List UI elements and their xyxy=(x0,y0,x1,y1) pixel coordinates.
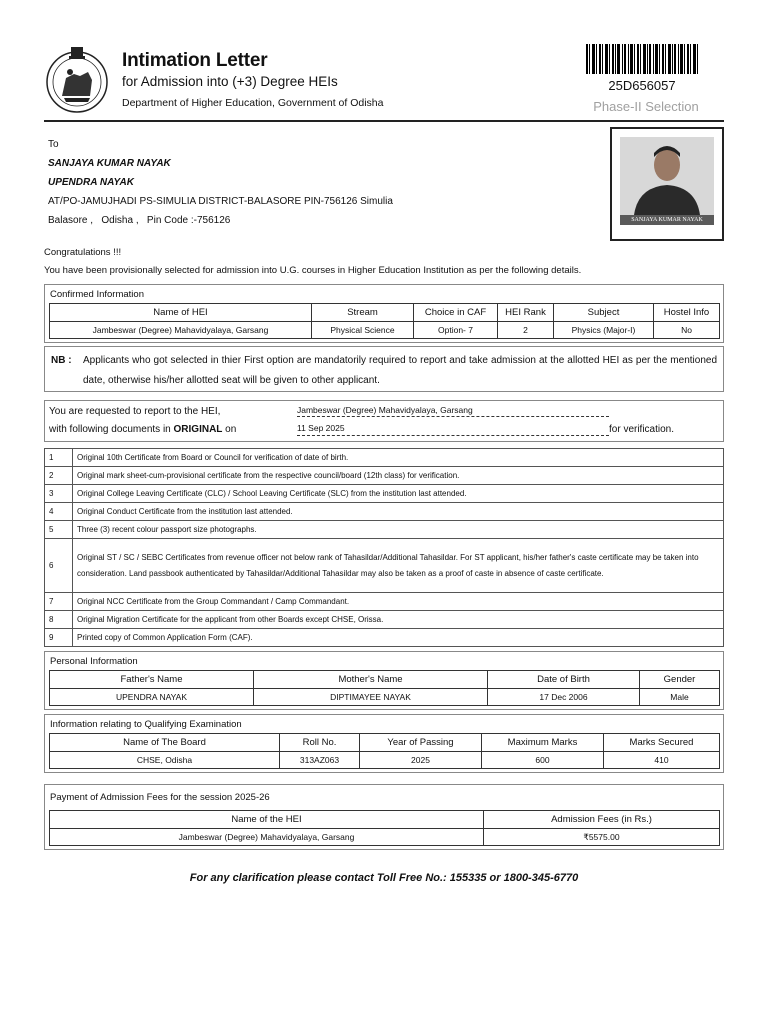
doc-no: 3 xyxy=(45,485,73,503)
col-header: Hostel Info xyxy=(654,304,720,322)
photo-caption: SANJAYA KUMAR NAYAK xyxy=(620,215,714,225)
col-header: Subject xyxy=(554,304,654,322)
page-subtitle: for Admission into (+3) Degree HEIs xyxy=(122,74,338,89)
table-row xyxy=(50,689,720,706)
page-title: Intimation Letter xyxy=(122,50,268,71)
header-divider xyxy=(44,120,724,122)
table-row xyxy=(50,829,720,846)
cell-board: CHSE, Odisha xyxy=(50,752,280,769)
cell-stream: Physical Science xyxy=(312,322,414,339)
doc-no: 2 xyxy=(45,467,73,485)
report-original: ORIGINAL xyxy=(173,424,223,435)
address-to: To xyxy=(48,139,59,150)
cell-gender: Male xyxy=(640,689,720,706)
documents-table xyxy=(44,448,724,647)
report-line-2 xyxy=(49,424,236,435)
doc-no: 8 xyxy=(45,611,73,629)
col-header: Gender xyxy=(640,671,720,689)
table-row xyxy=(45,539,724,593)
col-header: Admission Fees (in Rs.) xyxy=(484,811,720,829)
cell-marks-secured: 410 xyxy=(604,752,720,769)
table-row xyxy=(45,449,724,467)
helpline-footer: For any clarification please contact Toll Free No.: 155335 or 1800-345-6770 xyxy=(189,872,579,884)
cell-payment-hei: Jambeswar (Degree) Mahavidyalaya, Garsang xyxy=(50,829,484,846)
nb-text: Applicants who got selected in thier First option are mandatorily required to report and take admission at the allotted HEI as per the mentioned date, otherwise his/her allotted seat will be given to other applicant. xyxy=(83,355,717,386)
payment-section xyxy=(44,784,724,850)
doc-no: 5 xyxy=(45,521,73,539)
cell-roll: 313AZ063 xyxy=(280,752,360,769)
col-header: Mother's Name xyxy=(254,671,488,689)
report-hei: Jambeswar (Degree) Mahavidyalaya, Garsang xyxy=(297,405,473,415)
report-line-2-post: on xyxy=(222,424,237,435)
report-date: 11 Sep 2025 xyxy=(297,423,345,433)
section-title: Confirmed Information xyxy=(50,289,144,300)
cell-subject: Physics (Major-I) xyxy=(554,322,654,339)
doc-no: 9 xyxy=(45,629,73,647)
table-row xyxy=(50,752,720,769)
col-header: Roll No. xyxy=(280,734,360,752)
col-header: HEI Rank xyxy=(498,304,554,322)
doc-text: Three (3) recent colour passport size photographs. xyxy=(73,521,724,539)
cell-year: 2025 xyxy=(360,752,482,769)
doc-text: Original NCC Certificate from the Group Commandant / Camp Commandant. xyxy=(73,593,724,611)
doc-text: Original Conduct Certificate from the institution last attended. xyxy=(73,503,724,521)
barcode-icon xyxy=(586,44,698,74)
col-header: Name of HEI xyxy=(50,304,312,322)
dashed-line xyxy=(297,435,609,436)
col-header: Maximum Marks xyxy=(482,734,604,752)
reporting-section xyxy=(44,400,724,442)
doc-text: Original mark sheet-cum-provisional certificate from the respective council/board (12th class) for verification. xyxy=(73,467,724,485)
doc-no: 4 xyxy=(45,503,73,521)
col-header: Year of Passing xyxy=(360,734,482,752)
doc-text: Original Migration Certificate for the applicant from other Boards except CHSE, Orissa. xyxy=(73,611,724,629)
report-verification: for verification. xyxy=(609,424,675,435)
table-row xyxy=(45,467,724,485)
address-line-2: Balasore , Odisha , Pin Code :-756126 xyxy=(48,215,231,226)
section-title: Information relating to Qualifying Examination xyxy=(50,719,242,730)
report-line-1: You are requested to report to the HEI, xyxy=(49,406,221,417)
personal-table xyxy=(49,670,720,706)
department-name: Department of Higher Education, Government of Odisha xyxy=(122,97,384,109)
table-row xyxy=(50,322,720,339)
section-title: Personal Information xyxy=(50,656,138,667)
doc-text: Original 10th Certificate from Board or Council for verification of date of birth. xyxy=(73,449,724,467)
cell-choice: Option- 7 xyxy=(414,322,498,339)
phase-label: Phase-II Selection xyxy=(593,99,699,114)
table-row xyxy=(45,629,724,647)
confirmed-table xyxy=(49,303,720,339)
doc-no: 6 xyxy=(45,539,73,593)
col-header: Marks Secured xyxy=(604,734,720,752)
section-title: Payment of Admission Fees for the session 2025-26 xyxy=(50,792,270,803)
applicant-photo xyxy=(620,137,714,215)
nb-label: NB : xyxy=(51,355,72,366)
cell-mother: DIPTIMAYEE NAYAK xyxy=(254,689,488,706)
col-header: Name of The Board xyxy=(50,734,280,752)
greeting: Congratulations !!! xyxy=(44,247,122,258)
qualifying-table xyxy=(49,733,720,769)
cell-fees: ₹5575.00 xyxy=(484,829,720,846)
odisha-emblem-icon xyxy=(44,44,110,116)
guardian-name: UPENDRA NAYAK xyxy=(48,177,134,188)
applicant-name: SANJAYA KUMAR NAYAK xyxy=(48,158,171,169)
application-number: 25D656057 xyxy=(608,78,676,93)
table-row xyxy=(45,503,724,521)
cell-max-marks: 600 xyxy=(482,752,604,769)
doc-text: Original College Leaving Certificate (CLC) / School Leaving Certificate (SLC) from the institution last attended. xyxy=(73,485,724,503)
table-row xyxy=(45,521,724,539)
doc-no: 1 xyxy=(45,449,73,467)
table-row xyxy=(45,485,724,503)
applicant-photo-frame xyxy=(610,127,724,241)
cell-dob: 17 Dec 2006 xyxy=(488,689,640,706)
table-row xyxy=(45,593,724,611)
doc-no: 7 xyxy=(45,593,73,611)
qualifying-exam-section xyxy=(44,714,724,773)
cell-rank: 2 xyxy=(498,322,554,339)
confirmed-information-section xyxy=(44,284,724,343)
table-row xyxy=(45,611,724,629)
cell-hei: Jambeswar (Degree) Mahavidyalaya, Garsang xyxy=(50,322,312,339)
person-silhouette-icon xyxy=(620,137,714,215)
intro-text: You have been provisionally selected for admission into U.G. courses in Higher Education Institution as per the following details. xyxy=(44,265,582,276)
col-header: Name of the HEI xyxy=(50,811,484,829)
col-header: Date of Birth xyxy=(488,671,640,689)
report-line-2-pre: with following documents in xyxy=(49,424,174,435)
dashed-line xyxy=(297,416,609,417)
address-line-1: AT/PO-JAMUJHADI PS-SIMULIA DISTRICT-BALASORE PIN-756126 Simulia xyxy=(48,196,393,207)
col-header: Stream xyxy=(312,304,414,322)
payment-table xyxy=(49,810,720,846)
personal-information-section xyxy=(44,651,724,710)
doc-text: Printed copy of Common Application Form (CAF). xyxy=(73,629,724,647)
col-header: Father's Name xyxy=(50,671,254,689)
nb-notice xyxy=(44,346,724,392)
cell-hostel: No xyxy=(654,322,720,339)
cell-father: UPENDRA NAYAK xyxy=(50,689,254,706)
doc-text: Original ST / SC / SEBC Certificates from revenue officer not below rank of Tahasildar/Additional Tahasildar. For ST applicant, his/her father's caste certificate may be taken into consideration. Land passbook authenticated by Tahasildar/Additional Tahasildar may also be taken as a proof of caste in absence of caste certificate. xyxy=(73,539,724,593)
col-header: Choice in CAF xyxy=(414,304,498,322)
